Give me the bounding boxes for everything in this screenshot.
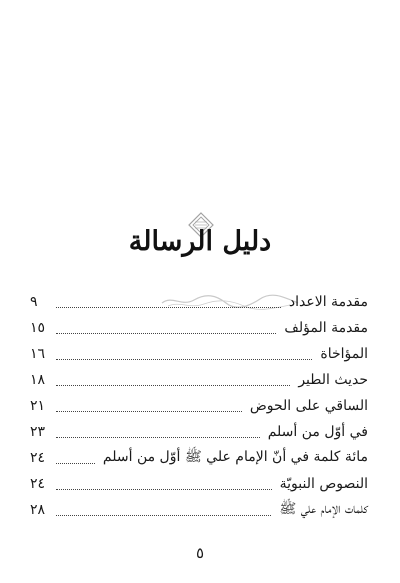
toc-entry[interactable] [30, 315, 368, 341]
leader-dots [56, 333, 276, 334]
toc-entry-title: كلمات الإمام علي ﷺ [279, 501, 368, 517]
toc-entry-page: ٢٨ [30, 502, 46, 518]
toc-entry[interactable] [30, 471, 368, 497]
toc-entry[interactable] [30, 445, 368, 471]
leader-dots [56, 463, 95, 464]
toc-entry[interactable] [30, 341, 368, 367]
toc-entry-page: ١٦ [30, 346, 46, 362]
leader-dots [56, 385, 290, 386]
page-title: دليل الرسالة [128, 226, 272, 257]
toc-entry-page: ٢٤ [30, 450, 46, 466]
toc-entry[interactable] [30, 289, 368, 315]
toc-entry-title: مقدمة الاعداد [288, 294, 368, 310]
toc-entry-page: ١٨ [30, 372, 46, 388]
leader-dots [56, 411, 242, 412]
toc-entry-title: الساقي على الحوض [249, 398, 368, 414]
toc-entry-title: في أوّل من أسلم [267, 424, 368, 440]
leader-dots [56, 307, 281, 308]
toc-entry-title: المؤاخاة [320, 346, 368, 362]
table-of-contents [30, 289, 368, 523]
toc-entry-title: النصوص النبويّة [279, 476, 368, 492]
toc-entry-page: ١٥ [30, 320, 46, 336]
toc-entry-page: ٢٤ [30, 476, 46, 492]
toc-entry-page: ٢٣ [30, 424, 46, 440]
leader-dots [56, 437, 260, 438]
leader-dots [56, 359, 312, 360]
leader-dots [56, 515, 271, 516]
toc-entry-title: مائة كلمة في أنّ الإمام علي ﷺ أوّل من أسلم [102, 449, 368, 465]
page-number: ٥ [195, 544, 205, 562]
toc-entry-title: حديث الطير [298, 372, 368, 388]
leader-dots [56, 489, 272, 490]
title-container [0, 222, 400, 262]
toc-entry-title: مقدمة المؤلف [284, 320, 368, 336]
toc-entry-page: ٢١ [30, 398, 46, 414]
toc-entry[interactable] [30, 497, 368, 523]
toc-entry[interactable] [30, 393, 368, 419]
toc-entry-page: ٩ [30, 294, 38, 310]
toc-entry[interactable] [30, 419, 368, 445]
toc-entry[interactable] [30, 367, 368, 393]
